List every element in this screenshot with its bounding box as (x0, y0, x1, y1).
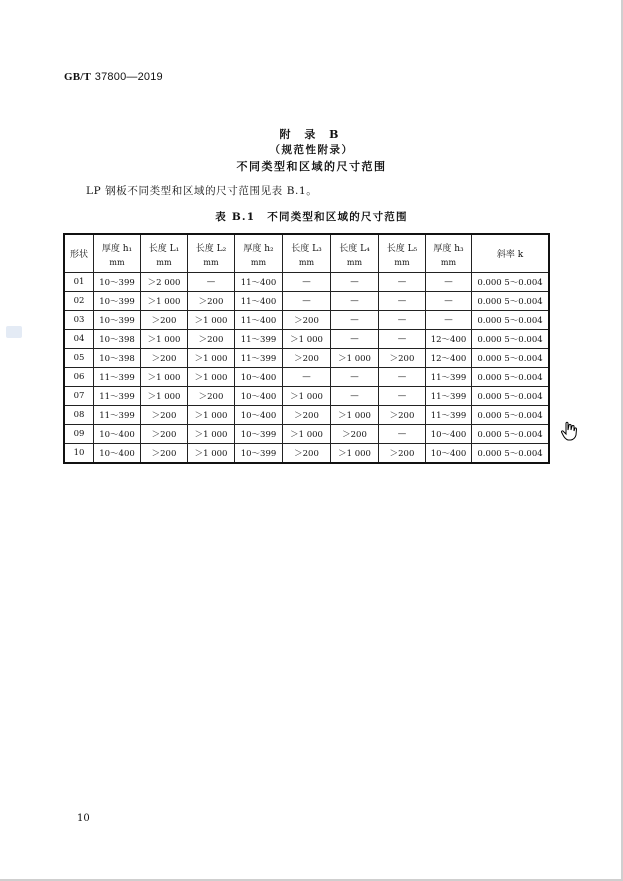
table-cell: — (379, 330, 426, 349)
table-row (64, 349, 549, 368)
table-cell: — (331, 368, 379, 387)
table-cell: ＞200 (141, 444, 188, 464)
table-cell: — (379, 368, 426, 387)
table-cell: — (331, 330, 379, 349)
column-header (426, 234, 472, 273)
shape-code-cell: 05 (64, 349, 94, 368)
table-cell: 10～400 (94, 444, 141, 464)
standard-code (64, 70, 163, 83)
table-cell: 10～399 (94, 273, 141, 292)
table-cell: ＞1 000 (331, 349, 379, 368)
column-header-unit: mm (440, 257, 457, 267)
shape-code-cell: 03 (64, 311, 94, 330)
hand-pointer-shape (562, 422, 577, 440)
table-cell: ＞1 000 (141, 387, 188, 406)
table-cell: 11～399 (94, 368, 141, 387)
table-cell: — (283, 273, 331, 292)
column-header (235, 234, 283, 273)
table-cell: — (331, 311, 379, 330)
table-caption-number: 表 B.1 (215, 211, 256, 223)
table-cell: ＞200 (141, 349, 188, 368)
table-cell: 0.000 5～0.004 (472, 349, 550, 368)
table-cell: ＞1 000 (283, 330, 331, 349)
table-cell: 11～400 (235, 273, 283, 292)
table-caption-title: 不同类型和区域的尺寸范围 (267, 211, 408, 223)
column-header-unit: mm (203, 257, 219, 267)
column-header (64, 234, 94, 273)
annex-heading: 不同类型和区域的尺寸范围 (236, 160, 387, 173)
table-cell: 11～399 (235, 349, 283, 368)
table-cell: 11～399 (426, 406, 472, 425)
table-cell: ＞200 (141, 311, 188, 330)
table-cell: 10～400 (426, 444, 472, 464)
column-header-label: 厚度 h₁ (101, 243, 133, 254)
table-row (64, 387, 549, 406)
column-header (472, 234, 550, 273)
table-cell: — (283, 292, 331, 311)
hand-pointer-icon (560, 421, 578, 441)
table-row (64, 444, 549, 464)
table-cell: 12～400 (426, 349, 472, 368)
table-body (64, 273, 549, 464)
table-cell: — (379, 425, 426, 444)
table-row (64, 406, 549, 425)
table-cell: — (379, 311, 426, 330)
table-cell: ＞200 (188, 387, 235, 406)
table-row (64, 311, 549, 330)
column-header-label: 长度 L₂ (195, 243, 227, 254)
table-cell: ＞200 (379, 444, 426, 464)
table-caption (0, 209, 623, 224)
table-cell: ＞1 000 (283, 425, 331, 444)
table-cell: 0.000 5～0.004 (472, 311, 550, 330)
shape-code-cell: 07 (64, 387, 94, 406)
table-cell: ＞1 000 (141, 368, 188, 387)
table-cell: ＞1 000 (331, 444, 379, 464)
table-cell: 0.000 5～0.004 (472, 425, 550, 444)
column-header (188, 234, 235, 273)
table-cell: 0.000 5～0.004 (472, 273, 550, 292)
column-header-label: 厚度 h₃ (433, 243, 464, 254)
table-cell: — (426, 311, 472, 330)
table-cell: 10～400 (235, 406, 283, 425)
table-cell: 10～400 (235, 387, 283, 406)
table-cell: ＞1 000 (188, 444, 235, 464)
column-header-label: 长度 L₄ (339, 243, 370, 254)
column-header-label: 厚度 h₂ (243, 243, 274, 254)
table-cell: — (379, 292, 426, 311)
shape-code-cell: 08 (64, 406, 94, 425)
table-cell: 10～399 (94, 292, 141, 311)
column-header-unit: mm (298, 257, 315, 267)
column-header (331, 234, 379, 273)
column-header (283, 234, 331, 273)
shape-code-cell: 10 (64, 444, 94, 464)
column-header (141, 234, 188, 273)
table-cell: ＞1 000 (141, 330, 188, 349)
column-header-label: 形状 (69, 250, 88, 260)
table-cell: 0.000 5～0.004 (472, 387, 550, 406)
intro-paragraph: LP 钢板不同类型和区域的尺寸范围见表 B.1。 (86, 185, 318, 197)
table-cell: 10～400 (94, 425, 141, 444)
shape-code-cell: 06 (64, 368, 94, 387)
table-cell: 0.000 5～0.004 (472, 368, 550, 387)
shape-code-cell: 09 (64, 425, 94, 444)
table-cell: 10～399 (235, 425, 283, 444)
table-cell: 10～398 (94, 349, 141, 368)
table-cell: ＞1 000 (283, 387, 331, 406)
table-cell: 10～400 (426, 425, 472, 444)
table-cell: — (379, 387, 426, 406)
column-header-label: 长度 L₃ (291, 243, 322, 254)
page-number: 10 (77, 813, 90, 824)
table-cell: — (188, 273, 235, 292)
table-cell: ＞1 000 (188, 349, 235, 368)
column-header-unit: mm (250, 257, 267, 267)
side-panel-tab[interactable] (6, 326, 22, 338)
standard-prefix: GB/T (64, 71, 92, 83)
dimension-range-table (63, 233, 550, 464)
table-cell: ＞1 000 (188, 311, 235, 330)
table-row (64, 425, 549, 444)
table-row (64, 273, 549, 292)
annex-type: （规范性附录） (269, 144, 354, 156)
table-cell: 10～400 (235, 368, 283, 387)
table-cell: — (283, 368, 331, 387)
column-header-label: 斜率 k (496, 250, 524, 260)
table-cell: ＞200 (188, 330, 235, 349)
table-cell: 11～399 (426, 368, 472, 387)
table-cell: 0.000 5～0.004 (472, 330, 550, 349)
shape-code-cell: 02 (64, 292, 94, 311)
annex-title: 附 录 B (279, 128, 344, 141)
table-cell: 11～399 (426, 387, 472, 406)
table-cell: ＞200 (283, 349, 331, 368)
table-cell: ＞1 000 (188, 368, 235, 387)
table-row (64, 368, 549, 387)
column-header-unit: mm (394, 257, 410, 267)
table-cell: ＞1 000 (188, 406, 235, 425)
table-cell: ＞1 000 (141, 292, 188, 311)
table-cell: ＞1 000 (331, 406, 379, 425)
table-cell: 11～399 (235, 330, 283, 349)
table-cell: 10～398 (94, 330, 141, 349)
column-header-label: 长度 L₅ (386, 243, 418, 254)
column-header-unit: mm (156, 257, 172, 267)
shape-code-cell: 01 (64, 273, 94, 292)
table-cell: 0.000 5～0.004 (472, 444, 550, 464)
table-cell: ＞200 (379, 349, 426, 368)
column-header-label: 长度 L₁ (148, 243, 180, 254)
table-cell: ＞200 (188, 292, 235, 311)
table-cell: — (426, 292, 472, 311)
table-cell: ＞2 000 (141, 273, 188, 292)
column-header-unit: mm (346, 257, 363, 267)
table-cell: ＞200 (283, 444, 331, 464)
table-header-row (64, 234, 549, 273)
table-cell: — (426, 273, 472, 292)
table-cell: ＞200 (141, 425, 188, 444)
table-cell: — (331, 273, 379, 292)
table-cell: 10～399 (94, 311, 141, 330)
table-cell: 0.000 5～0.004 (472, 292, 550, 311)
table-cell: 11～399 (94, 406, 141, 425)
column-header-unit: mm (109, 257, 125, 267)
table-cell: ＞200 (283, 406, 331, 425)
table-cell: — (331, 292, 379, 311)
table-cell: — (379, 273, 426, 292)
table-row (64, 292, 549, 311)
table-cell: ＞200 (331, 425, 379, 444)
table-cell: 10～399 (235, 444, 283, 464)
table-cell: ＞1 000 (188, 425, 235, 444)
table-cell: ＞200 (379, 406, 426, 425)
table-row (64, 330, 549, 349)
table-cell: 11～400 (235, 311, 283, 330)
table-cell: 0.000 5～0.004 (472, 406, 550, 425)
column-header (94, 234, 141, 273)
table-cell: ＞200 (141, 406, 188, 425)
column-header (379, 234, 426, 273)
table-cell: 11～400 (235, 292, 283, 311)
table-cell: 11～399 (94, 387, 141, 406)
table-cell: — (331, 387, 379, 406)
standard-number: 37800—2019 (94, 71, 163, 83)
shape-code-cell: 04 (64, 330, 94, 349)
table-cell: 12～400 (426, 330, 472, 349)
table-cell: ＞200 (283, 311, 331, 330)
